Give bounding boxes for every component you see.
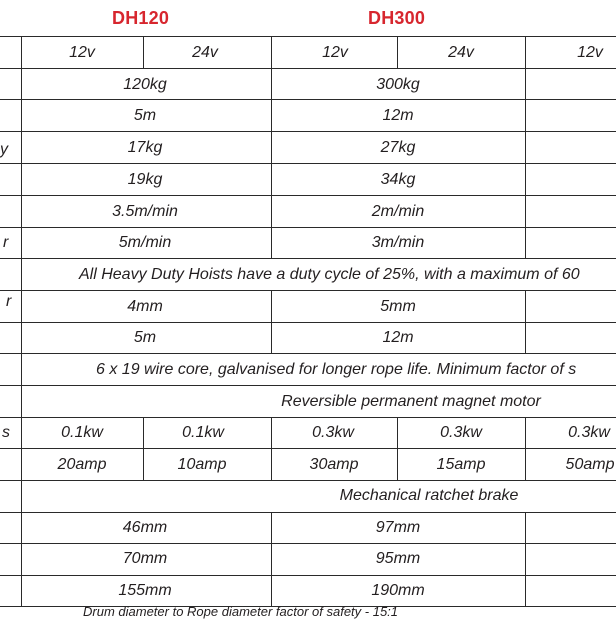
row-label-fragment: y bbox=[0, 141, 8, 158]
rope-note: 6 x 19 wire core, galvanised for longer rope life. Minimum factor of s bbox=[96, 361, 577, 378]
brake-type: Mechanical ratchet brake bbox=[339, 487, 519, 504]
dh120-value: 155mm bbox=[118, 582, 172, 599]
dh120-value: 3.5m/min bbox=[112, 203, 178, 220]
table-rule bbox=[21, 36, 22, 606]
motor-current: 30amp bbox=[309, 456, 359, 473]
table-rule bbox=[525, 36, 526, 68]
motor-power: 0.1kw bbox=[182, 424, 224, 441]
model-header-dh120: DH120 bbox=[112, 8, 170, 28]
row-label-fragment: s bbox=[2, 424, 10, 441]
table-rule bbox=[0, 258, 616, 259]
table-rule bbox=[0, 195, 616, 196]
table-rule bbox=[0, 163, 616, 164]
table-rule bbox=[0, 543, 616, 544]
table-rule bbox=[271, 68, 272, 258]
dh300-value: 300kg bbox=[376, 76, 420, 93]
dh120-value: 5m bbox=[133, 329, 157, 346]
voltage-header: 24v bbox=[192, 44, 218, 61]
motor-power: 0.3kw bbox=[440, 424, 482, 441]
dh120-value: 19kg bbox=[127, 171, 163, 188]
footnote: Drum diameter to Rope diameter factor of safety - 15:1 bbox=[83, 604, 399, 619]
dh300-value: 12m bbox=[382, 329, 414, 346]
model-header-dh300: DH300 bbox=[368, 8, 426, 28]
table-rule bbox=[0, 322, 616, 323]
dh120-value: 120kg bbox=[123, 76, 167, 93]
dh300-value: 34kg bbox=[380, 171, 416, 188]
table-rule bbox=[397, 36, 398, 68]
table-rule bbox=[143, 417, 144, 480]
table-rule bbox=[397, 417, 398, 480]
dh120-value: 46mm bbox=[122, 519, 168, 536]
motor-power: 0.3kw bbox=[568, 424, 610, 441]
table-rule bbox=[0, 131, 616, 132]
table-rule bbox=[0, 290, 616, 291]
table-rule bbox=[0, 99, 616, 100]
duty-cycle-note: All Heavy Duty Hoists have a duty cycle of 25%, with a maximum of 60 bbox=[79, 266, 580, 283]
table-rule bbox=[143, 36, 144, 68]
table-rule bbox=[0, 353, 616, 354]
table-rule bbox=[0, 417, 616, 418]
motor-power: 0.1kw bbox=[61, 424, 103, 441]
dh300-value: 5mm bbox=[380, 298, 416, 315]
dh300-value: 12m bbox=[382, 107, 414, 124]
table-rule bbox=[0, 68, 616, 69]
table-rule bbox=[525, 417, 526, 480]
motor-current: 15amp bbox=[436, 456, 486, 473]
table-rule bbox=[271, 290, 272, 353]
dh120-value: 5m/min bbox=[118, 234, 172, 251]
table-rule bbox=[271, 417, 272, 480]
dh300-value: 97mm bbox=[375, 519, 421, 536]
motor-type: Reversible permanent magnet motor bbox=[281, 393, 541, 410]
motor-current: 50amp bbox=[565, 456, 615, 473]
row-label-fragment: r bbox=[3, 234, 9, 251]
voltage-header: 12v bbox=[577, 44, 603, 61]
table-rule bbox=[271, 512, 272, 606]
table-rule bbox=[0, 448, 616, 449]
dh120-value: 70mm bbox=[122, 550, 168, 567]
voltage-header: 12v bbox=[322, 44, 348, 61]
row-label-fragment: r bbox=[6, 293, 12, 310]
voltage-header: 24v bbox=[448, 44, 474, 61]
table-rule bbox=[0, 512, 616, 513]
dh120-value: 17kg bbox=[127, 139, 163, 156]
motor-power: 0.3kw bbox=[312, 424, 354, 441]
dh120-value: 5m bbox=[133, 107, 157, 124]
dh300-value: 2m/min bbox=[371, 203, 425, 220]
table-rule bbox=[0, 480, 616, 481]
dh300-value: 95mm bbox=[375, 550, 421, 567]
table-rule bbox=[0, 385, 616, 386]
voltage-header: 12v bbox=[69, 44, 95, 61]
motor-current: 20amp bbox=[57, 456, 107, 473]
table-rule bbox=[525, 290, 526, 353]
table-rule bbox=[525, 512, 526, 606]
dh120-value: 4mm bbox=[127, 298, 163, 315]
motor-current: 10amp bbox=[177, 456, 227, 473]
dh300-value: 190mm bbox=[371, 582, 425, 599]
table-rule bbox=[525, 68, 526, 258]
dh300-value: 3m/min bbox=[371, 234, 425, 251]
dh300-value: 27kg bbox=[380, 139, 416, 156]
table-rule bbox=[271, 36, 272, 68]
table-rule bbox=[0, 227, 616, 228]
table-rule bbox=[0, 36, 616, 37]
table-rule bbox=[0, 575, 616, 576]
